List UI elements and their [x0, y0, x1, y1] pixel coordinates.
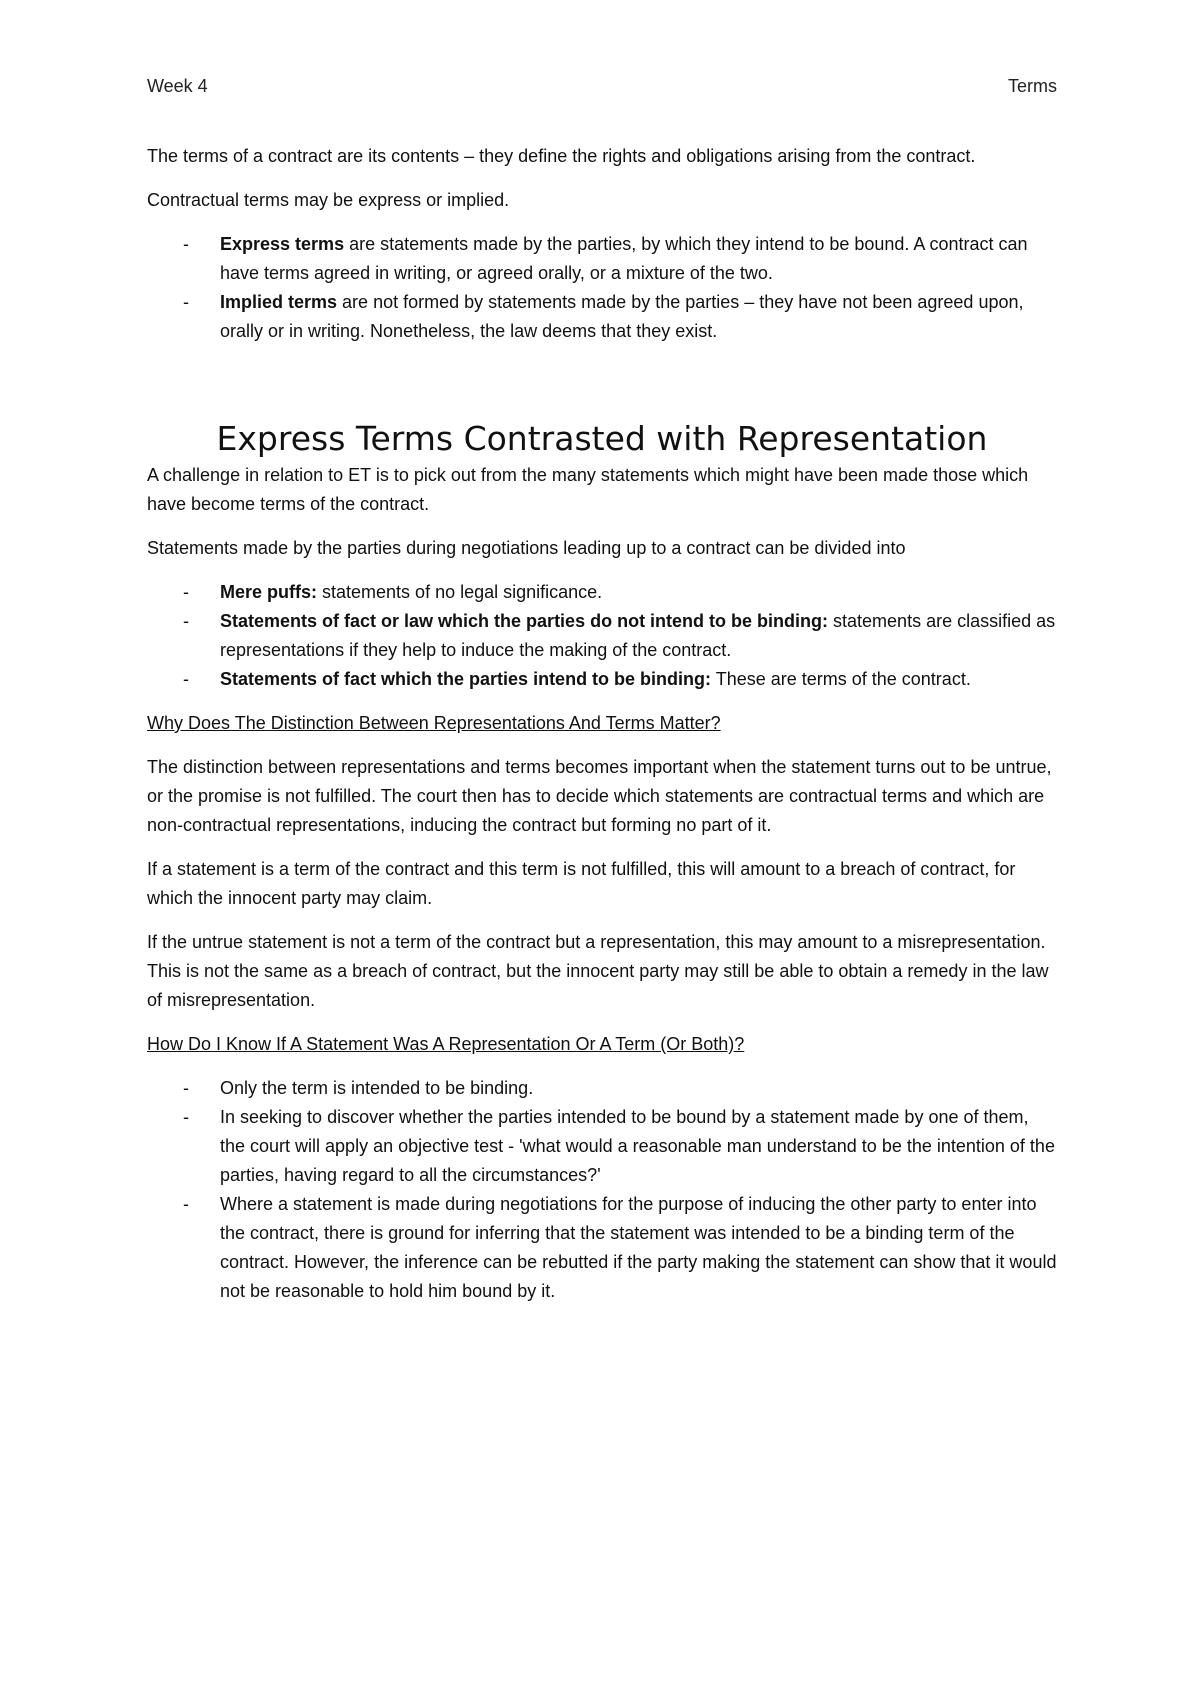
intro-paragraph-1: The terms of a contract are its contents – they define the rights and obligations arising from the contract. — [147, 146, 976, 166]
list-item-text: are statements made by the parties, by which they intend to be bound. A contract can have terms agreed in writing, or agreed orally, or a mixture of the two. — [220, 234, 1028, 283]
section1-paragraph-1: A challenge in relation to ET is to pick out from the many statements which might have been made those which have become terms of the contract. — [147, 465, 1029, 514]
subheading-distinction: Why Does The Distinction Between Representations And Terms Matter? — [147, 713, 721, 733]
list-item — [147, 607, 1057, 665]
header-week: Week 4 — [147, 76, 208, 96]
list-item — [147, 578, 1057, 607]
list-item-bold: Mere puffs: — [220, 582, 318, 602]
section1-paragraph-2: Statements made by the parties during negotiations leading up to a contract can be divided into — [147, 538, 906, 558]
list-item-text: statements are classified as representations if they help to induce the making of the contract. — [220, 611, 1056, 660]
list-item — [147, 665, 1057, 694]
list-item — [147, 288, 1057, 346]
document-page — [147, 72, 1057, 1321]
list-item-text: These are terms of the contract. — [711, 669, 971, 689]
subheading-how-do-i-know: How Do I Know If A Statement Was A Representation Or A Term (Or Both)? — [147, 1034, 745, 1054]
intro-paragraph-2: Contractual terms may be express or implied. — [147, 190, 510, 210]
list-item-bold: Statements of fact which the parties intend to be binding: — [220, 669, 712, 689]
page-header — [147, 72, 1057, 100]
header-topic: Terms — [1008, 76, 1057, 96]
statement-types-list — [147, 578, 1057, 694]
section2-paragraph-1: The distinction between representations and terms becomes important when the statement turns out to be untrue, or the promise is not fulfilled. The court then has to decide which statements are contractual terms and which are non-contractual representations, inducing the contract but forming no part of it. — [147, 757, 1052, 835]
list-item — [147, 230, 1057, 288]
term-types-list — [147, 230, 1057, 346]
list-item: - Only the term is intended to be binding. — [147, 1074, 1057, 1103]
list-item: - In seeking to discover whether the parties intended to be bound by a statement made by one of them, the court will apply an objective test - 'what would a reasonable man understand to be the intention of the parties, having regard to all the circumstances?' — [147, 1103, 1057, 1190]
list-item: - Where a statement is made during negotiations for the purpose of inducing the other party to enter into the contract, there is ground for inferring that the statement was intended to be a binding term of the contract. However, the inference can be rebutted if the party making the statement can show that it would not be reasonable to hold him bound by it. — [147, 1190, 1057, 1306]
list-item-bold: Implied terms — [220, 292, 338, 312]
section-heading: Express Terms Contrasted with Representation — [216, 419, 988, 458]
list-item-bold: Express terms — [220, 234, 345, 254]
list-item-bold: Statements of fact or law which the parties do not intend to be binding: — [220, 611, 829, 631]
list-item-text: statements of no legal significance. — [317, 582, 603, 602]
list-item-text: are not formed by statements made by the parties – they have not been agreed upon, orally or in writing. Nonetheless, the law deems that they exist. — [220, 292, 1024, 341]
tests-list — [147, 1074, 1057, 1306]
section2-paragraph-2: If a statement is a term of the contract and this term is not fulfilled, this will amount to a breach of contract, for which the innocent party may claim. — [147, 859, 1016, 908]
section2-paragraph-3: If the untrue statement is not a term of the contract but a representation, this may amount to a misrepresentation. This is not the same as a breach of contract, but the innocent party may still be able to obtain a remedy in the law of misrepresentation. — [147, 932, 1049, 1010]
